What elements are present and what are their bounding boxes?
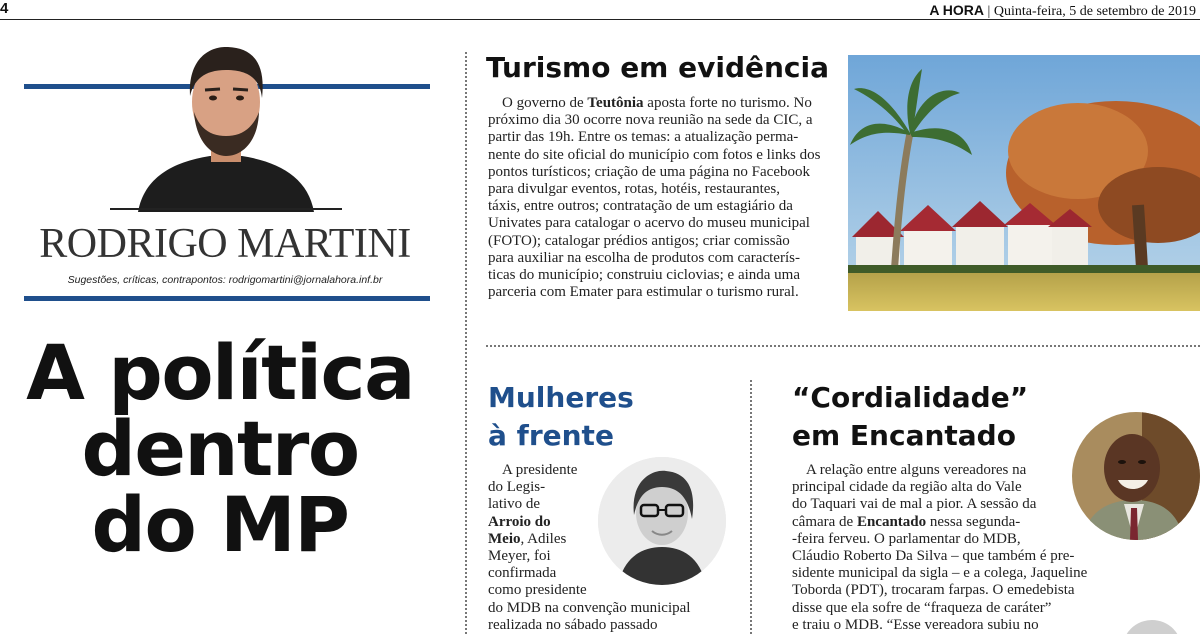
- cordialidade-line: [792, 600, 1112, 617]
- author-photo: [110, 40, 342, 212]
- text-segment: confirmada: [488, 565, 557, 582]
- text-segment: ticas do município; construiu ciclovias; e ainda uma: [488, 267, 801, 284]
- turismo-line: [488, 112, 838, 129]
- header-separator: |: [987, 4, 991, 19]
- cordialidade-line: [792, 496, 1112, 513]
- headline-line: dentro: [81, 404, 359, 493]
- page-number: 4: [0, 0, 9, 17]
- turismo-line: [488, 164, 838, 181]
- cordialidade-line: [792, 548, 1112, 565]
- turismo-photo: [848, 55, 1200, 311]
- cordialidade-line: [792, 479, 1112, 496]
- cordialidade-title-2: em Encantado: [792, 419, 1016, 452]
- turismo-line: [488, 233, 838, 250]
- text-segment: Toborda (PDT), trocaram farpas. O emedebista: [792, 582, 1075, 599]
- man-smiling-portrait-icon: [1072, 412, 1200, 540]
- cordialidade-body: [792, 462, 1112, 634]
- section-divider: [486, 345, 1200, 347]
- text-segment: e traiu o MDB. “Esse vereadora subiu no: [792, 616, 1039, 633]
- cordialidade-line: [792, 617, 1112, 634]
- text-segment: Cláudio Roberto Da Silva – que também é pre-: [792, 548, 1075, 565]
- contact-line: Sugestões, críticas, contrapontos: rodrigomartini@jornalahora.inf.br: [67, 274, 383, 286]
- bold-place-name: Arroio do: [488, 513, 551, 530]
- header-right: [929, 1, 1196, 21]
- turismo-line: [488, 267, 838, 284]
- text-segment: câmara de: [792, 513, 857, 530]
- text-segment: táxis, entre outros; contratação de um estagiário da: [488, 198, 793, 215]
- text-segment: Univates para catalogar o acervo do museu municipal: [488, 215, 810, 232]
- headline-line: do MP: [91, 480, 349, 569]
- text-segment: realizada no sábado passado: [488, 616, 658, 633]
- text-segment: nente do site oficial do município com fotos e links dos: [488, 146, 821, 163]
- bold-place-name: Encantado: [856, 513, 927, 530]
- turismo-line: [488, 129, 838, 146]
- text-segment: (FOTO); catalogar prédios antigos; criar comissão: [488, 232, 790, 249]
- cordialidade-line: [792, 514, 1112, 531]
- text-segment: A relação entre alguns vereadores na: [806, 462, 1027, 478]
- turismo-line: [488, 284, 838, 301]
- turismo-line: [488, 215, 838, 232]
- text-segment: lativo de: [488, 496, 541, 513]
- text-segment: do Taquari vai de mal a pior. A sessão da: [792, 496, 1037, 513]
- text-segment: Meyer, foi: [488, 548, 551, 565]
- mulheres-photo: [598, 457, 726, 585]
- text-segment: O governo de: [502, 95, 588, 111]
- cordialidade-line: [792, 531, 1112, 548]
- text-segment: para divulgar eventos, rotas, hotéis, restaurantes,: [488, 181, 780, 198]
- cordialidade-line: [792, 582, 1112, 599]
- page-header: [0, 0, 1200, 20]
- bold-place-name: Teutônia: [587, 95, 644, 111]
- text-segment: aposta forte no turismo. No: [643, 95, 812, 111]
- cordialidade-line: [792, 462, 1112, 479]
- mulheres-title-1: Mulheres: [488, 381, 634, 414]
- mulheres-title-2: à frente: [488, 419, 614, 452]
- text-segment: A presidente: [502, 462, 578, 478]
- text-segment: -feira ferveu. O parlamentar do MDB,: [792, 530, 1021, 547]
- turismo-line: [488, 95, 838, 112]
- mulheres-line: [488, 582, 738, 599]
- cordialidade-line: [792, 565, 1112, 582]
- text-segment: pontos turísticos; criação de uma página no Facebook: [488, 163, 810, 180]
- article-divider: [750, 380, 752, 634]
- text-segment: do MDB na convenção municipal: [488, 599, 691, 616]
- turismo-line: [488, 198, 838, 215]
- mulheres-line: [488, 617, 738, 634]
- turismo-line: [488, 147, 838, 164]
- bold-place-name: Meio: [488, 530, 521, 547]
- museum-palm-trees-icon: [848, 55, 1200, 311]
- turismo-line: [488, 250, 838, 267]
- column-divider: [465, 52, 467, 634]
- text-segment: principal cidade da região alta do Vale: [792, 479, 1022, 496]
- turismo-title: Turismo em evidência: [486, 51, 829, 84]
- cordialidade-title-1: “Cordialidade”: [792, 381, 1029, 414]
- newspaper-brand: A HORA: [929, 2, 985, 18]
- text-segment: nessa segunda-: [926, 513, 1021, 530]
- mulheres-line: [488, 600, 738, 617]
- text-segment: do Legis-: [488, 479, 546, 496]
- text-segment: parceria com Emater para estimular o turismo rural.: [488, 284, 799, 301]
- text-segment: disse que ela sofre de “fraqueza de caráter”: [792, 599, 1052, 616]
- extra-photo-partial: [1122, 620, 1182, 634]
- column-bottom-rule: [24, 296, 430, 301]
- text-segment: próximo dia 30 ocorre nova reunião na sede da CIC, a: [488, 112, 813, 129]
- text-segment: sidente municipal da sigla – e a colega, Jaqueline: [792, 565, 1088, 582]
- publication-date: Quinta-feira, 5 de setembro de 2019: [993, 4, 1196, 19]
- author-name: RODRIGO MARTINI: [39, 221, 411, 267]
- column-headline: [0, 328, 440, 569]
- cordialidade-photo: [1072, 412, 1200, 540]
- woman-glasses-portrait-icon: [598, 457, 726, 585]
- text-segment: para auxiliar na escolha de produtos com caracterís-: [488, 249, 800, 266]
- turismo-body: [488, 95, 838, 301]
- headline-line: A política: [26, 328, 414, 417]
- text-segment: , Adiles: [520, 530, 567, 547]
- turismo-line: [488, 181, 838, 198]
- text-segment: como presidente: [488, 582, 587, 599]
- portrait-photo-icon: [110, 40, 342, 212]
- text-segment: partir das 19h. Entre os temas: a atualização perma-: [488, 129, 799, 146]
